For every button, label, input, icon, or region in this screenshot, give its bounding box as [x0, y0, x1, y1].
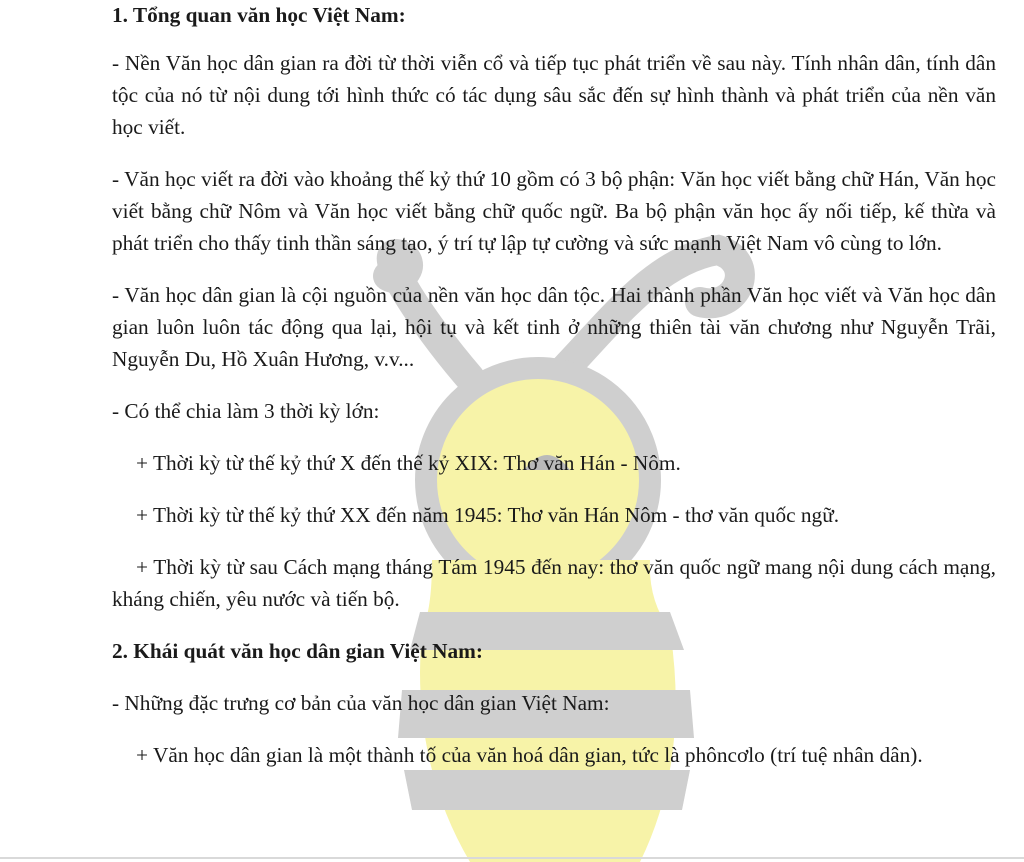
- section-2-heading: 2. Khái quát văn học dân gian Việt Nam:: [112, 639, 483, 663]
- folk-culture-item: + Văn học dân gian là một thành tố của văn hoá dân gian, tức là phôncơlo (trí tuệ nhân dân).: [136, 743, 923, 767]
- paragraph-folk-characteristics: - Những đặc trưng cơ bản của văn học dân gian Việt Nam:: [112, 691, 610, 715]
- page-bottom-divider: [0, 857, 1024, 859]
- period-3-item: + Thời kỳ từ sau Cách mạng tháng Tám 1945 đến nay: thơ văn quốc ngữ mang nội dung cách mạng, kháng chiến, yêu nước và tiến bộ.: [112, 555, 996, 611]
- paragraph-folk-literature-origin: - Nền Văn học dân gian ra đời từ thời viễn cổ và tiếp tục phát triển về sau này. Tính nhân dân, tính dân tộc của nó từ nội dung tới hình thức có tác dụng sâu sắc đến sự hình thành và phát triển của nền văn học viết.: [112, 51, 996, 139]
- document-body: [112, 0, 996, 771]
- section-1-heading: 1. Tổng quan văn học Việt Nam:: [112, 3, 406, 27]
- paragraph-written-literature: - Văn học viết ra đời vào khoảng thế kỷ thứ 10 gồm có 3 bộ phận: Văn học viết bằng chữ Hán, Văn học viết bằng chữ Nôm và Văn học viết bằng chữ quốc ngữ. Ba bộ phận văn học ấy nối tiếp, kế thừa và phát triển cho thấy tinh thần sáng tạo, ý trí tự lập tự cường và sức mạnh Việt Nam vô cùng to lớn.: [112, 167, 996, 255]
- period-1-item: + Thời kỳ từ thế kỷ thứ X đến thế kỷ XIX: Thơ văn Hán - Nôm.: [136, 451, 681, 475]
- paragraph-three-periods: - Có thể chia làm 3 thời kỳ lớn:: [112, 399, 380, 423]
- period-2-item: + Thời kỳ từ thế kỷ thứ XX đến năm 1945: Thơ văn Hán Nôm - thơ văn quốc ngữ.: [136, 503, 840, 527]
- paragraph-folk-literature-root: - Văn học dân gian là cội nguồn của nền văn học dân tộc. Hai thành phần Văn học viết và Văn học dân gian luôn luôn tác động qua lại, hội tụ và kết tinh ở những thiên tài văn chương như Nguyễn Trãi, Nguyễn Du, Hồ Xuân Hương, v.v...: [112, 283, 996, 371]
